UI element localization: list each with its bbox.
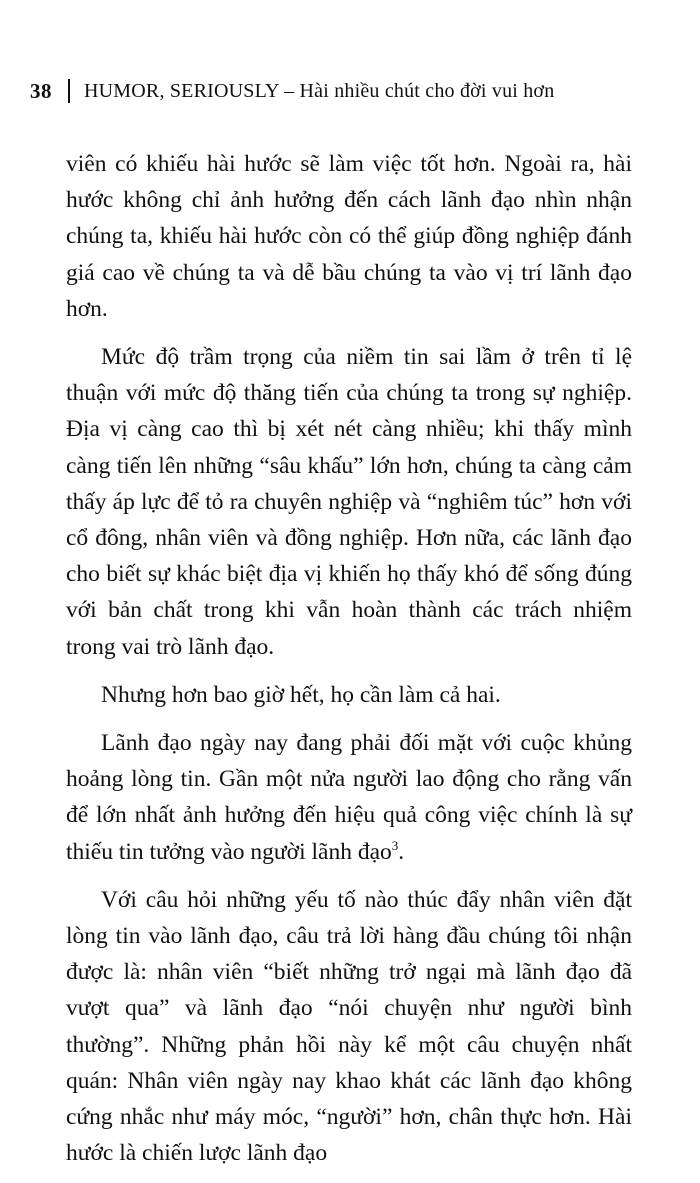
body-text	[66, 146, 632, 1183]
footnote-reference: 3	[391, 837, 399, 853]
running-title: HUMOR, SERIOUSLY – Hài nhiều chút cho đời vui hơn	[84, 79, 555, 102]
paragraph	[66, 725, 632, 870]
page-number: 38	[30, 78, 52, 103]
header-divider	[68, 79, 70, 103]
paragraph: Mức độ trầm trọng của niềm tin sai lầm ở trên tỉ lệ thuận với mức độ thăng tiến của chúng ta trong sự nghiệp. Địa vị càng cao thì bị xét nét càng nhiều; khi thấy mình càng tiến lên những “sâu khấu” lớn hơn, chúng ta càng cảm thấy áp lực để tỏ ra chuyên nghiệp và “nghiêm túc” hơn với cổ đông, nhân viên và đồng nghiệp. Hơn nữa, các lãnh đạo cho biết sự khác biệt địa vị khiến họ thấy khó để sống đúng với bản chất trong khi vẫn hoàn thành các trách nhiệm trong vai trò lãnh đạo.	[66, 344, 632, 660]
paragraph: Với câu hỏi những yếu tố nào thúc đẩy nhân viên đặt lòng tin vào lãnh đạo, câu trả lời hàng đầu chúng tôi nhận được là: nhân viên “biết những trở ngại mà lãnh đạo đã vượt qua” và lãnh đạo “nói chuyện như người bình thường”. Những phản hồi này kể một câu chuyện nhất quán: Nhân viên ngày nay khao khát các lãnh đạo không cứng nhắc như máy móc, “người” hơn, chân thực hơn. Hài hước là chiến lược lãnh đạo	[66, 886, 632, 1167]
paragraph-continued: viên có khiếu hài hước sẽ làm việc tốt hơn. Ngoài ra, hài hước không chỉ ảnh hưởng đến cách lãnh đạo nhìn nhận chúng ta, khiếu hài hước còn có thể giúp đồng nghiệp đánh giá cao về chúng ta và dễ bầu chúng ta vào vị trí lãnh đạo hơn.	[66, 151, 632, 322]
running-header	[30, 74, 554, 108]
paragraph-text: Lãnh đạo ngày nay đang phải đối mặt với cuộc khủng hoảng lòng tin. Gần một nửa người lao động cho rằng vấn để lớn nhất ảnh hưởng đến hiệu quả công việc chính là sự thiếu tin tưởng vào người lãnh đạo	[66, 730, 632, 865]
paragraph: Nhưng hơn bao giờ hết, họ cần làm cả hai.	[101, 681, 501, 708]
paragraph-tail: .	[398, 838, 405, 865]
